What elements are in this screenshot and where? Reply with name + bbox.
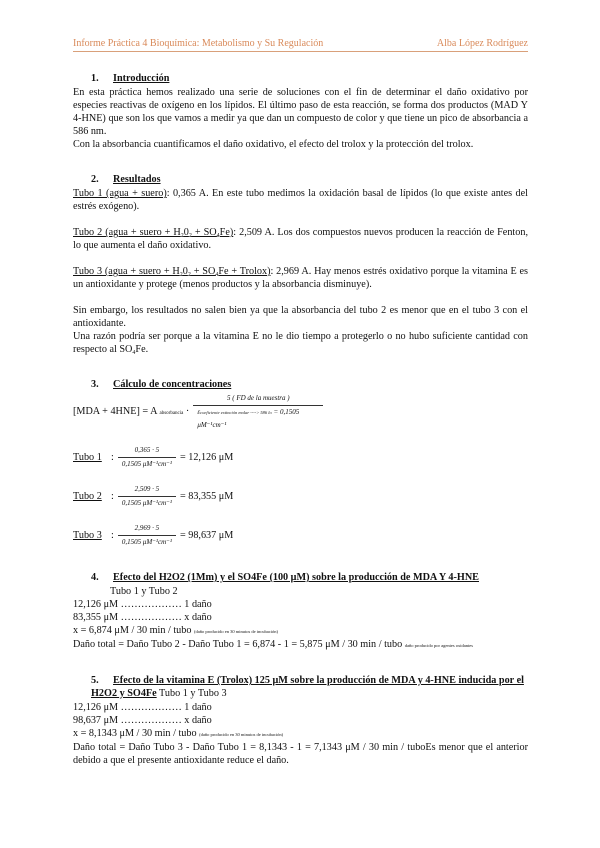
calc-label: Tubo 1 (73, 452, 102, 463)
calc-row-tube-2: Tubo 2 : $\frac{2,509 \cdot 5}{\text{0,1505 μM⁻¹cm⁻¹}}$ = 83,355 μM (73, 483, 528, 510)
result-tube-3: Tubo 3 (agua + suero + $H_20_2 + SO_4Fe$ + Trolox): 2,969 A. Hay menos estrés oxidativo porque la vitamina E es un antioxidante y protege (menos productos y la absorbancia disminuye). (73, 266, 528, 290)
s5-line-4: Daño total = Daño Tubo 3 - Daño Tubo 1 = 8,1343 - 1 = 7,1343 μM / 30 min / tuboEs menor que el anterior debido a que el presente antioxidante reduce el daño. (73, 742, 528, 766)
calc-result: = 83,355 μM (179, 491, 234, 502)
s4-line-4: Daño total = Daño Tubo 2 - Daño Tubo 1 = 6,874 - 1 = 5,875 μM / 30 min / tubo daño producido por agentes oxidantes (73, 639, 473, 650)
s5-line-2: 98,637 μM ……………… x daño (73, 715, 212, 726)
calc-row-tube-3: Tubo 3 : $\frac{2,969 \cdot 5}{\text{0,1505 μM⁻¹cm⁻¹}}$ = 98,637 μM (73, 522, 528, 549)
section-4-subtitle: Tubo 1 y Tubo 2 (110, 586, 178, 597)
calc-label: Tubo 3 (73, 530, 102, 541)
concentration-calculations (73, 444, 528, 549)
calc-fraction: $\frac{2,509 \cdot 5}{\text{0,1505 μM⁻¹cm⁻¹}}$ (118, 483, 176, 510)
section-3-heading: 3. Cálculo de concentraciones (91, 379, 232, 390)
calc-result: = 12,126 μM (179, 452, 234, 463)
calc-row-tube-1: Tubo 1 : $\frac{0,365 \cdot 5}{\text{0,1505 μM⁻¹cm⁻¹}}$ = 12,126 μM (73, 444, 528, 471)
calc-fraction: $\frac{0,365 \cdot 5}{\text{0,1505 μM⁻¹cm⁻¹}}$ (118, 444, 176, 471)
intro-paragraph: En esta práctica hemos realizado una serie de soluciones con el fin de determinar el daño oxidativo por especies reactivas de oxígeno en los lípidos. El último paso de esta reacción, se forma dos productos (MAD Y 4-HNE) que son los que vamos a medir ya que dan un compuesto de color y que tiene un pico de absorbancia a 586 nm. (73, 87, 528, 137)
calc-result: = 98,637 μM (179, 530, 234, 541)
s4-line-2: 83,355 μM ……………… x daño (73, 612, 212, 623)
results-discussion: Sin embargo, los resultados no salen bien ya que la absorbancia del tubo 2 es menor que en el tubo 3 con el antioxidante. (73, 305, 528, 329)
s5-line-3: x = 8,1343 μM / 30 min / tubo (daño producido en 30 minutos de incubación) (73, 728, 284, 739)
results-discussion-2: Una razón podría ser porque a la vitamina E no le dio tiempo a protegerlo o no hubo suficiente cantidad con respecto al $SO_4Fe$. (73, 331, 528, 356)
s4-line-3: x = 6,874 μM / 30 min / tubo (daño producido en 30 minutos de incubación) (73, 625, 278, 636)
header-title: Informe Práctica 4 Bioquímica: Metabolismo y Su Regulación (73, 38, 324, 49)
section-2-heading: 2. Resultados (91, 174, 161, 185)
section-1-heading: 1. Introducción (91, 73, 170, 84)
section-4-heading: 4. Efecto del H2O2 (1Mm) y el SO4Fe (100 μM) sobre la producción de MDA Y 4-HNE (91, 572, 479, 583)
document-body (73, 72, 528, 767)
calc-fraction: $\frac{2,969 \cdot 5}{\text{0,1505 μM⁻¹cm⁻¹}}$ (118, 522, 176, 549)
s4-line-1: 12,126 μM ……………… 1 daño (73, 599, 212, 610)
result-tube-2: Tubo 2 (agua + suero + $H_20_2 + SO_4Fe$): 2,509 A. Los dos compuestos nuevos producen la reacción de Fenton, lo que aumenta el daño oxidativo. (73, 227, 528, 251)
calc-label: Tubo 2 (73, 491, 102, 502)
concentration-formula: [MDA + 4HNE] = A absorbancia · $\frac{\text{5 ( FD de la muestra )}}{\text{εcoeficiente extinción molar ----> 586 lo = 0,1505 μM⁻¹cm⁻¹}}$ (73, 392, 528, 432)
s5-line-1: 12,126 μM ……………… 1 daño (73, 702, 212, 713)
intro-paragraph-2: Con la absorbancia cuantificamos el daño oxidativo, el efecto del trolox y la protección del trolox. (73, 139, 474, 150)
result-tube-1: Tubo 1 (agua + suero): 0,365 A. En este tubo medimos la oxidación basal de lípidos (lo que existe antes del estrés exógeno). (73, 188, 528, 212)
header-author: Alba López Rodríguez (436, 38, 528, 49)
section-5-heading: 5. Efecto de la vitamina E (Trolox) 125 μM sobre la producción de MDA y 4-HNE inducida por el H2O2 y SO4Fe Tubo 1 y Tubo 3 (91, 675, 524, 699)
page-header (73, 37, 528, 52)
